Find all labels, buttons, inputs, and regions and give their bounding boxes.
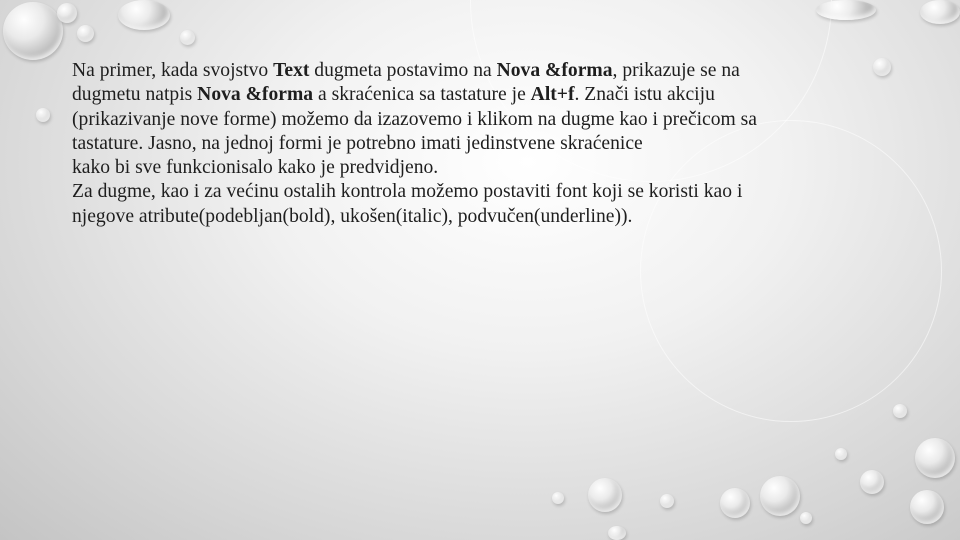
water-drop-decoration xyxy=(816,0,876,20)
text-run: tastature. Jasno, na jednoj formi je potrebno imati jedinstvene skraćenice xyxy=(72,132,643,154)
water-drop-decoration xyxy=(860,470,884,494)
text-run: . Znači istu akciju xyxy=(574,84,715,106)
text-run: dugmetu natpis xyxy=(72,84,198,106)
water-drop-decoration xyxy=(118,0,170,30)
text-line xyxy=(72,132,932,156)
bold-text-run: Nova &forma xyxy=(496,60,613,81)
water-drop-decoration xyxy=(720,488,750,518)
water-drop-decoration xyxy=(57,3,77,23)
water-drop-decoration xyxy=(77,25,94,42)
text-run: (prikazivanje nove forme) možemo da izazovemo i klikom na dugme kao i prečicom sa xyxy=(72,108,757,130)
text-run: , prikazuje se na xyxy=(612,60,740,81)
text-run: Na primer, kada svojstvo xyxy=(72,60,274,81)
water-drop-decoration xyxy=(36,108,50,122)
text-line xyxy=(72,108,932,132)
water-drop-decoration xyxy=(180,30,195,45)
water-drop-decoration xyxy=(760,476,800,516)
text-line xyxy=(72,205,932,229)
slide-body-text xyxy=(72,59,932,229)
water-drop-decoration xyxy=(893,404,907,418)
text-line xyxy=(72,156,932,180)
water-drop-decoration xyxy=(3,2,63,60)
water-drop-decoration xyxy=(552,492,564,504)
water-drop-decoration xyxy=(920,0,960,24)
text-run: kako bi sve funkcionisalo kako je predvidjeno. xyxy=(72,157,439,179)
water-drop-decoration xyxy=(915,438,955,478)
text-line xyxy=(72,59,932,83)
text-line xyxy=(72,180,932,204)
bold-text-run: Nova &forma xyxy=(197,84,314,106)
water-drop-decoration xyxy=(910,490,944,524)
text-run: Za dugme, kao i za većinu ostalih kontrola možemo postaviti font koji se koristi kao i xyxy=(72,181,743,203)
water-drop-decoration xyxy=(588,478,622,512)
text-run: njegove atribute(podebljan(bold), ukošen(italic), podvučen(underline)). xyxy=(72,205,633,227)
water-drop-decoration xyxy=(660,494,674,508)
text-run: dugmeta postavimo na xyxy=(309,60,497,81)
water-drop-decoration xyxy=(800,512,812,524)
water-drop-decoration xyxy=(608,526,626,540)
water-drop-decoration xyxy=(835,448,847,460)
bold-text-run: Alt+f xyxy=(530,84,575,106)
text-line xyxy=(72,83,932,107)
text-run: a skraćenica sa tastature je xyxy=(313,84,531,106)
bold-text-run: Text xyxy=(273,60,310,81)
